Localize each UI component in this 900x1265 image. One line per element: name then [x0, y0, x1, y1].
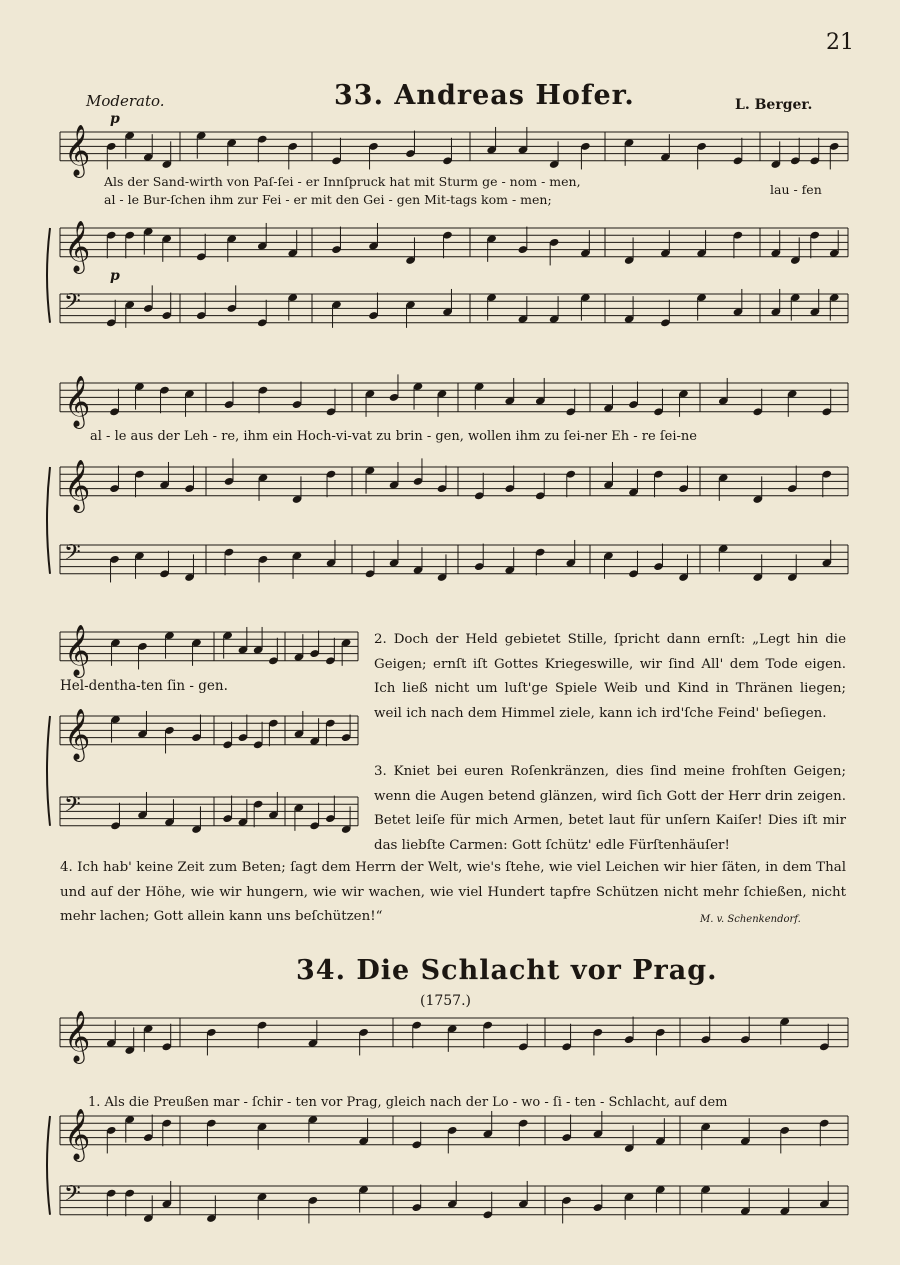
- s34-sys1-piano-brace: [47, 1116, 50, 1215]
- lyrics-s1-end: lau - fen: [770, 182, 822, 197]
- lyrics-s1-line1: Als der Sand-wirth von Paſ-ſei - er Innſpruck hat mit Sturm ge - nom - men,: [104, 174, 581, 189]
- s33-sys1-notes-0-0: [106, 131, 172, 169]
- s34-sys1-clef-2: 𝄢: [64, 1181, 81, 1212]
- s33-sys2-notes-2-2: [365, 540, 448, 582]
- s33-sys3-notes-2-0: [110, 792, 202, 834]
- s33-sys3-notes-0-0: [110, 631, 202, 669]
- s33-sys2-clef-2: 𝄢: [64, 540, 81, 571]
- verse-2: 2. Doch der Held gebietet Stille, ſpricht dann ernſt: „Legt hin die Geigen; ernſt iſt Gottes Kriegeswille, wir ſind All' dem Tode eigen. Ich ließ nicht um luſt'ge Spiele Weib und Kind in Thränen liegen; weil ich nach dem Himmel ziele, kann ich ird'ſche Feind' beſiegen.: [374, 632, 846, 721]
- dynamic-p-voice: p: [110, 111, 120, 127]
- s33-sys1-clef-1: 𝄞: [64, 219, 91, 272]
- s34-sys1-notes-2-3: [561, 1185, 665, 1224]
- lyrics-s1-line2: al - le Bur-ſchen ihm zur Fei - er mit den Gei - gen Mit-tags kom - men;: [104, 192, 552, 207]
- s33-sys1-staff-2: [60, 294, 848, 323]
- s34-sys1-notes-2-0: [106, 1181, 172, 1223]
- s33-sys2-notes-0-1: [224, 382, 337, 417]
- s33-sys1-clef-0: 𝄞: [64, 123, 91, 176]
- s33-sys3-notes-1-1: [222, 715, 278, 750]
- s33-sys2-notes-2-4: [603, 544, 689, 582]
- s34-sys1-clef-0: 𝄞: [64, 1009, 91, 1062]
- verse-4: 4. Ich hab' keine Zeit zum Beten; ſagt dem Herrn der Welt, wie's ſtehe, wie viel Leichen wir hier ſäten, in dem Thal und auf der Höhe, wie wir hungern, wie wir wachen, wie viel Hundert tapfre Schützen nicht mehr ſchießen, nicht mehr lachen; Gott allein kann uns beſchützen!“: [60, 860, 846, 924]
- song-34-number: 34.: [296, 955, 346, 986]
- poet-signature: M. v. Schenkendorf.: [700, 914, 801, 925]
- s34-sys1-notes-1-3: [561, 1111, 665, 1153]
- tempo-marking: Moderato.: [86, 92, 165, 110]
- s33-sys2-staff-1: [60, 467, 848, 496]
- s33-sys3-clef-0: 𝄞: [64, 623, 91, 676]
- s33-sys2-staff-2: [60, 545, 848, 574]
- s33-sys1-notes-1-3: [486, 227, 590, 266]
- s33-sys2-notes-2-1: [224, 540, 337, 582]
- song-33-title-line: [334, 80, 635, 111]
- s33-sys1-notes-0-2: [331, 131, 453, 170]
- lyrics-s2: al - le aus der Leh - re, ihm ein Hoch-vi-vat zu brin - gen, wollen ihm zu ſei-ner Eh - re ſei-ne: [90, 429, 697, 444]
- s33-sys3-clef-2: 𝄢: [64, 792, 81, 823]
- s33-sys2-clef-1: 𝄞: [64, 458, 91, 511]
- s33-sys2-piano-brace: [47, 467, 50, 574]
- song-34-title-line: [296, 955, 718, 986]
- s33-sys1-clef-2: 𝄢: [64, 289, 81, 320]
- s34-sys1-notes-1-0: [106, 1115, 172, 1154]
- s33-sys1-notes-1-2: [331, 223, 453, 265]
- song-34-title: Die Schlacht vor Prag.: [356, 955, 718, 986]
- s34-sys1-staff-0: [60, 1018, 848, 1047]
- s33-sys1-notes-0-1: [196, 131, 298, 169]
- s33-sys3-clef-1: 𝄞: [64, 707, 91, 760]
- song-34-lyrics: 1. Als die Preußen mar - ſchir - ten vor Prag, gleich nach der Lo - wo - ſi - ten - Schlacht, auf dem: [88, 1095, 728, 1110]
- s34-sys1-clef-1: 𝄞: [64, 1107, 91, 1160]
- s33-sys2-clef-0: 𝄞: [64, 374, 91, 427]
- page-number: 21: [826, 30, 854, 55]
- s34-sys1-notes-2-1: [206, 1185, 369, 1223]
- s34-sys1-notes-0-4: [700, 1017, 829, 1052]
- s33-sys1-notes-0-3: [486, 127, 590, 169]
- s33-sys1-notes-2-0: [106, 285, 172, 327]
- composer: L. Berger.: [735, 97, 813, 113]
- s34-sys1-notes-0-3: [561, 1017, 665, 1056]
- s33-sys1-notes-2-1: [196, 285, 298, 327]
- s33-sys3-notes-1-0: [110, 711, 202, 753]
- s33-sys2-notes-2-5: [718, 540, 832, 582]
- verse-3: 3. Kniet bei euren Roſenkränzen, dies ſind meine frohſten Geigen; wenn die Augen betend glänzen, wird ſich Gott der Herr drin zeigen. Betet leiſe für mich Armen, betet laut für unſern Kaiſer! Dies iſt mir das liebſte Carmen: Gott ſchütz' edle Fürſtenhäuſer!: [374, 764, 846, 853]
- s33-sys1-staff-0: [60, 132, 848, 161]
- lyrics-s3: Hel-dentha-ten ſin - gen.: [60, 678, 228, 694]
- s34-sys1-notes-1-2: [411, 1111, 528, 1153]
- s33-sys2-notes-1-5: [718, 466, 832, 504]
- s33-sys3-staff-2: [60, 797, 358, 826]
- s33-sys3-notes-2-2: [294, 796, 352, 834]
- s34-sys1-staff-2: [60, 1186, 848, 1215]
- s33-sys1-staff-1: [60, 228, 848, 257]
- song-33-title: Andreas Hofer.: [394, 80, 635, 111]
- song-33-number: 33.: [334, 80, 384, 111]
- dynamic-p-piano: p: [110, 268, 120, 284]
- song-34-year: (1757.): [420, 993, 472, 1009]
- s33-sys2-notes-1-3: [474, 466, 576, 501]
- s33-sys2-notes-0-2: [365, 374, 448, 416]
- s33-sys2-staff-0: [60, 383, 848, 412]
- s33-sys3-piano-brace: [47, 716, 50, 826]
- s33-sys1-piano-brace: [47, 228, 50, 323]
